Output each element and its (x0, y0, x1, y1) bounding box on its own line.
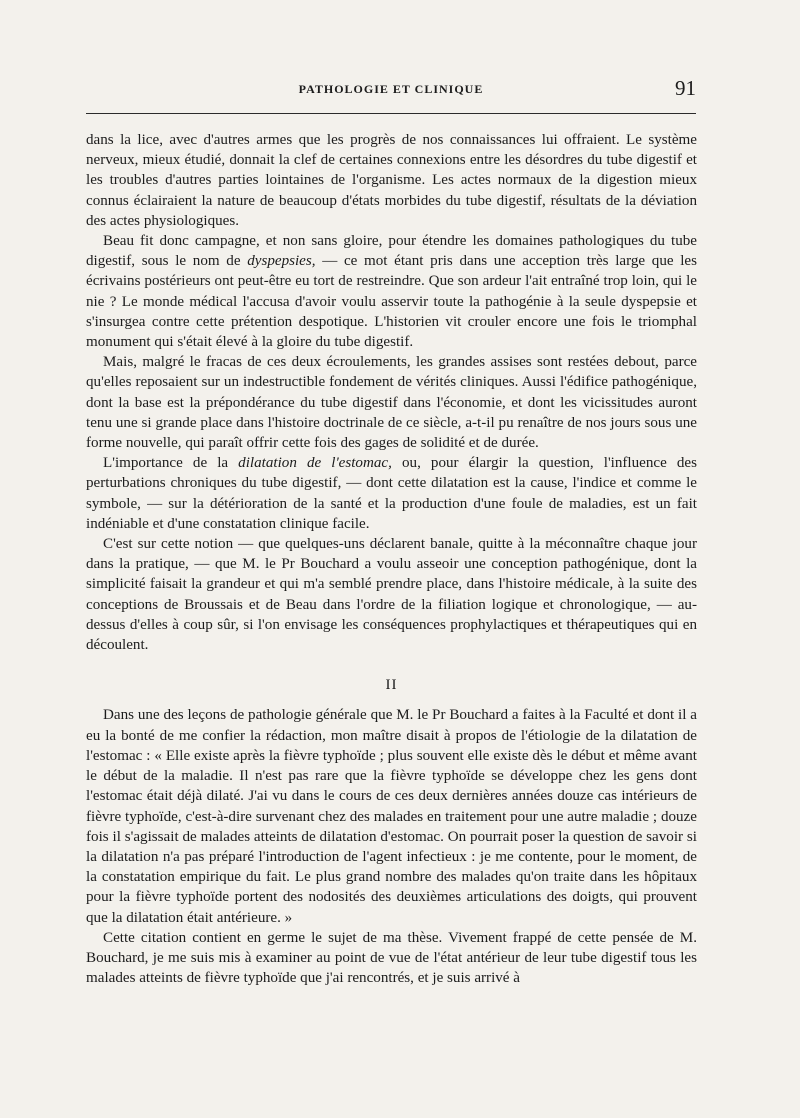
paragraph (86, 130, 697, 231)
paragraph (86, 453, 697, 534)
page-number: 91 (675, 76, 696, 100)
paragraph-text: — ce mot étant pris dans une acception très large que les écrivains postérieurs ont peut-être eu tort de restreindre. Que son ardeur l'ait entraîné trop loin, qui le nie ? Le monde médical l'accusa d'avoir voulu asservir toute la pathogénie à la seule dyspepsie et s'insurgea contre cette prétention despotique. L'historien vit crouler encore une fois le triomphal monument qui s'était élevé à la gloire du tube digestif. (86, 253, 697, 351)
paragraph-text: C'est sur cette notion — que quelques-uns déclarent banale, quitte à la méconnaître chaque jour dans la pratique, — que M. le Pr Bouchard a voulu asseoir une conception pathogénique, dont la simplicité faisait la grandeur et qui m'a semblé prendre place, dans l'histoire médicale, à la suite des conceptions de Broussais et de Beau dans l'ordre de la filiation logique et chronologique, — au-dessus d'elles à coup sûr, si l'on envisage les conséquences prophylactiques et thérapeutiques qui en découlent. (86, 536, 697, 654)
paragraph-text: Dans une des leçons de pathologie générale que M. le Pr Bouchard a faites à la Faculté et dont il a eu la bonté de me confier la rédaction, mon maître disait à propos de l'étiologie de la dilatation de l'estomac : « Elle existe après la fièvre typhoïde ; plus souvent elle existe dès le début et même avant le début de la maladie. Il n'est pas rare que la fièvre typhoïde se développe chez les gens dont l'estomac était déjà dilaté. J'ai vu dans le cours de ces deux dernières années douze cas intérieurs de fièvre typhoïde, c'est-à-dire survenant chez des malades en traitement pour une autre maladie ; douze fois il s'agissait de malades atteints de dilatation d'estomac. On pourrait poser la question de savoir si la dilatation n'a pas préparé l'introduction de l'agent infectieux : je me contente, pour le moment, de la constatation empirique du fait. Le plus grand nombre des malades qu'on traite dans les hôpitaux pour la fièvre typhoïde portent des nodosités des deuxièmes articulations des doigts, qui prouvent que la dilatation était antérieure. » (86, 707, 697, 926)
paragraph (86, 352, 697, 453)
running-head: PATHOLOGIE ET CLINIQUE (298, 82, 484, 96)
page-header (86, 76, 696, 110)
paragraph-text: Beau fit donc campagne, et non sans gloire, pour étendre les domaines pathologiques du tube digestif, sous le nom de (86, 233, 697, 270)
paragraph-text: dans la lice, avec d'autres armes que les progrès de nos connaissances lui offraient. Le système nerveux, mieux étudié, donnait la clef de certaines connexions entre les désordres du tube digestif et les troubles d'autres parties lointaines de l'organisme. Les actes normaux de la digestion mieux connus éclairaient la nature de beaucoup d'états morbides du tube digestif, résultats de la déviation des actes physiologiques. (86, 132, 697, 229)
italic-term: dyspepsies, (247, 253, 316, 270)
section-heading: II (385, 677, 398, 694)
body-text (86, 130, 697, 988)
paragraph (86, 705, 697, 927)
paragraph-text: ou, pour élargir la question, l'influence des perturbations chroniques du tube digestif, — dont cette dilatation est la cause, l'indice et comme le symbole, — sur la détérioration de la santé et la production d'une foule de maladies, est un fait indéniable et d'une constatation clinique facile. (86, 455, 697, 532)
paragraph (86, 231, 697, 352)
paragraph (86, 928, 697, 989)
paragraph-text: Mais, malgré le fracas de ces deux écroulements, les grandes assises sont restées debout, parce qu'elles reposaient sur un indestructible fondement de vérités cliniques. Aussi l'édifice pathogénique, dont la base est la prépondérance du tube digestif dans l'économie, et dont les vicissitudes auront tenu une si grande place dans l'histoire doctrinale de ce siècle, a-t-il pu renaître de nos jours sous une forme nouvelle, qui paraît offrir cette fois des gages de solidité et de durée. (86, 354, 697, 452)
paragraph (86, 534, 697, 655)
paragraph-text: L'importance de la (103, 455, 239, 472)
italic-term: dilatation de l'estomac, (238, 455, 392, 472)
header-rule (86, 113, 696, 114)
paragraph-text: Cette citation contient en germe le sujet de ma thèse. Vivement frappé de cette pensée de M. Bouchard, je me suis mis à examiner au point de vue de l'état antérieur de leur tube digestif tous les malades atteints de fièvre typhoïde que j'ai rencontrés, et je suis arrivé à (86, 929, 697, 987)
